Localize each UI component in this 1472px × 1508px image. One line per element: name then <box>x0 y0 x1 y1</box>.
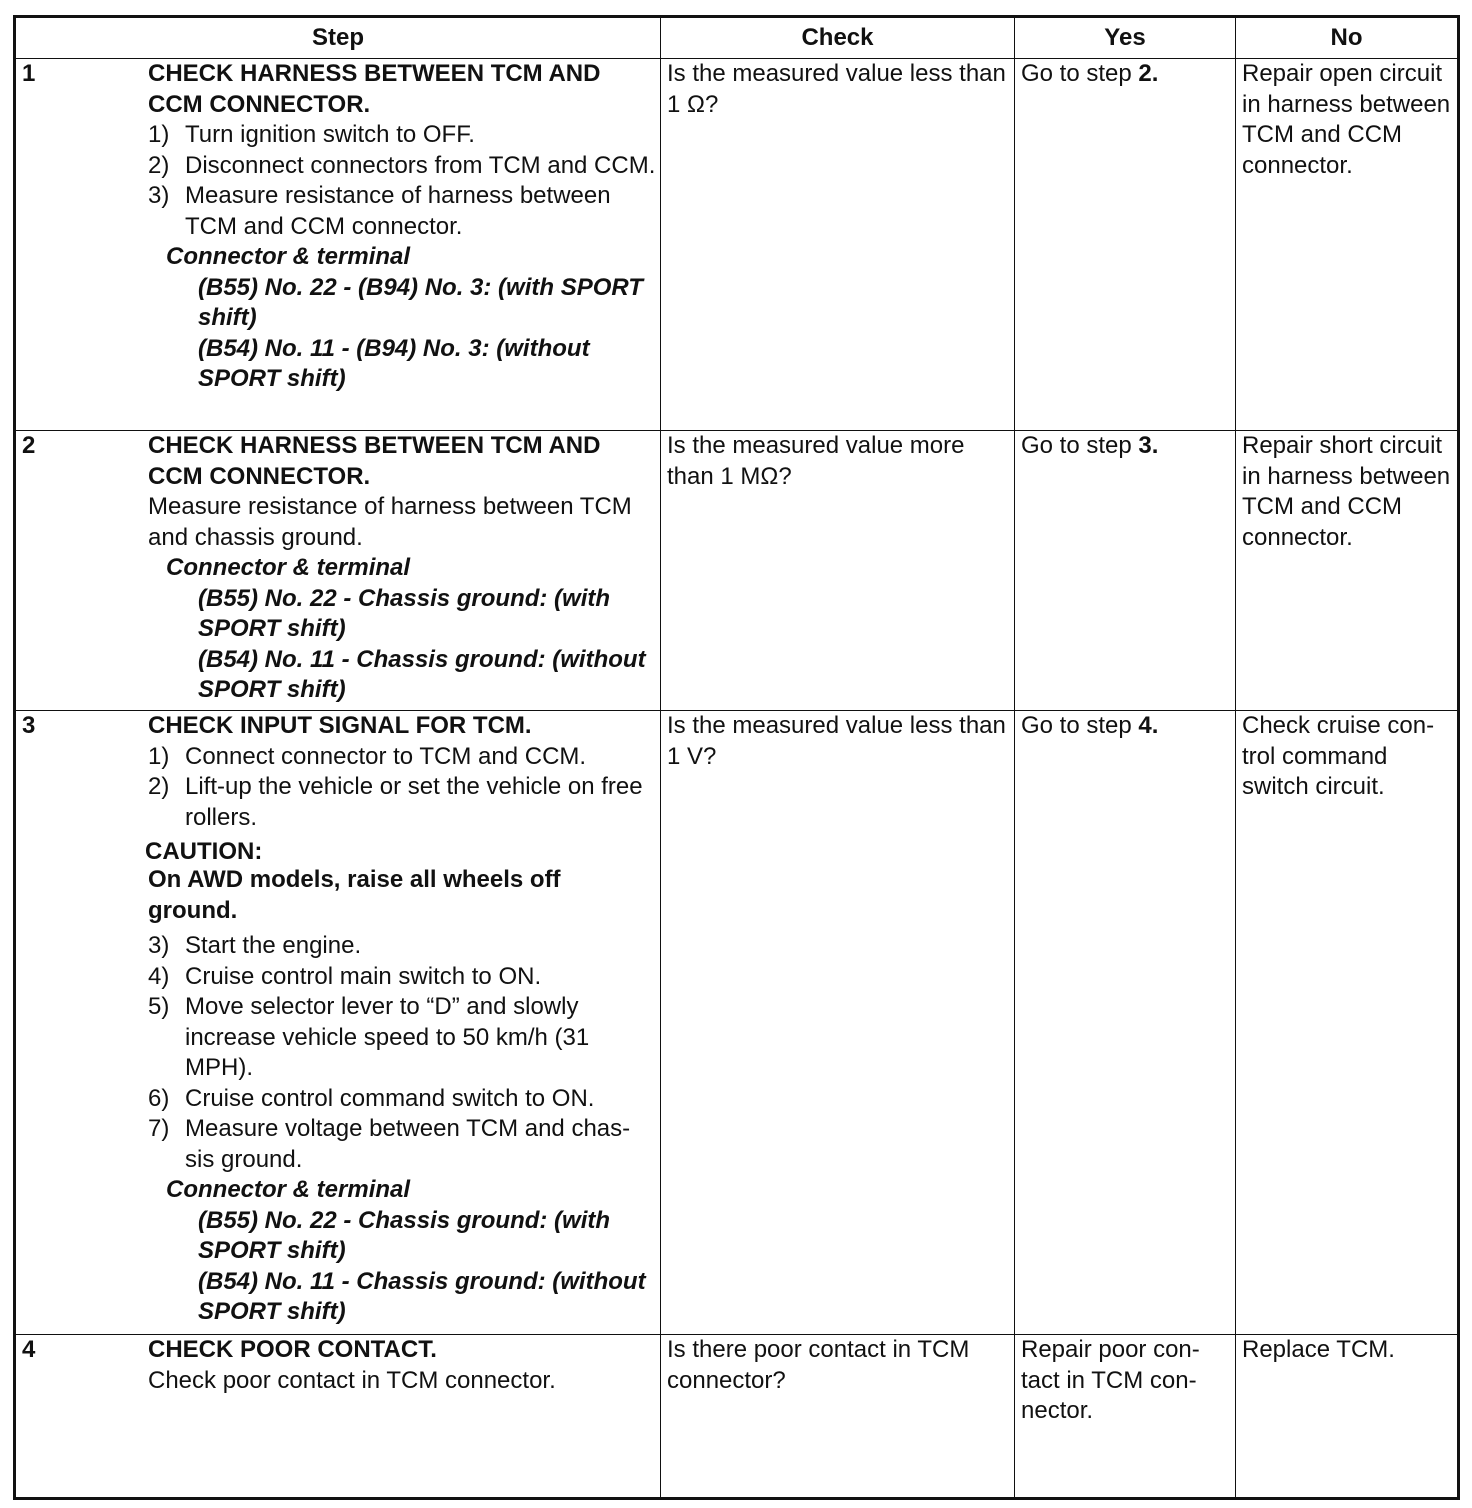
connector-label: Connector & terminal <box>166 243 411 270</box>
step-number: 4 <box>22 1336 36 1363</box>
list-item <box>148 181 656 242</box>
step-title: CHECK HARNESS BETWEEN TCM AND CCM CONNECTOR. <box>148 432 601 490</box>
yes-text: Go to step <box>1021 712 1139 739</box>
caution-title: CAUTION: <box>145 838 263 865</box>
check-cell: Is there poor contact in TCM connector? <box>661 1335 1015 1499</box>
list-index: 1) <box>148 742 170 770</box>
list-item <box>148 962 656 993</box>
no-cell: Replace TCM. <box>1236 1335 1459 1499</box>
list-index: 5) <box>148 993 170 1020</box>
no-cell: Repair open circuit in harness between TCM and CCM connector. <box>1236 59 1459 431</box>
no-cell: Repair short circuit in harness between TCM and CCM connector. <box>1236 431 1459 711</box>
list-item <box>148 1084 656 1115</box>
list-item <box>148 992 656 1084</box>
list-text: Lift-up the vehicle or set the vehicle on free rollers. <box>185 773 643 831</box>
list-index: 1) <box>148 121 170 148</box>
list-text: Start the engine. <box>185 932 362 959</box>
step-ref: 2. <box>1138 60 1159 87</box>
step-text: Measure resistance of harness between TCM and chassis ground. <box>148 493 632 551</box>
terminal-spec: (B54) No. 11 - Chassis ground: (without SPORT shift) <box>198 1267 646 1325</box>
terminal-spec: (B54) No. 11 - Chassis ground: (without SPORT shift) <box>198 645 646 703</box>
yes-cell <box>1015 431 1236 711</box>
step-title: CHECK HARNESS BETWEEN TCM AND CCM CONNECTOR. <box>148 60 601 118</box>
list-item <box>148 1114 656 1175</box>
terminal-spec: (B55) No. 22 - (B94) No. 3: (with SPORT shift) <box>198 273 643 331</box>
step-cell <box>15 59 661 431</box>
list-text: Disconnect connectors from TCM and CCM. <box>185 151 656 179</box>
list-index: 6) <box>148 1084 170 1112</box>
list-text: Turn ignition switch to OFF. <box>185 121 475 148</box>
yes-cell <box>1015 59 1236 431</box>
list-index: 2) <box>148 773 170 800</box>
header-row <box>15 17 1459 59</box>
list-text: Move selector lever to “D” and slowly increase vehicle speed to 50 km/h (31 MPH). <box>185 993 590 1081</box>
list-index: 3) <box>148 182 170 209</box>
step-number: 3 <box>22 712 36 739</box>
step-number: 2 <box>22 432 36 459</box>
table-row <box>15 59 1459 431</box>
header-no: No <box>1236 17 1459 59</box>
list-text: Cruise control command switch to ON. <box>185 1084 595 1112</box>
table-row <box>15 1335 1459 1499</box>
step-title: CHECK POOR CONTACT. <box>148 1336 437 1363</box>
header-step: Step <box>15 17 661 59</box>
header-yes: Yes <box>1015 17 1236 59</box>
connector-label: Connector & terminal <box>166 554 411 581</box>
terminal-spec: (B55) No. 22 - Chassis ground: (with SPORT shift) <box>198 1206 611 1264</box>
terminal-spec: (B54) No. 11 - (B94) No. 3: (without SPORT shift) <box>198 334 590 392</box>
check-cell: Is the measured value less than 1 V? <box>661 711 1015 1335</box>
list-index: 3) <box>148 932 170 959</box>
list-item <box>148 931 656 962</box>
step-number: 1 <box>22 60 36 87</box>
list-text: Measure voltage between TCM and chas-sis ground. <box>185 1115 631 1173</box>
step-ref: 3. <box>1138 432 1159 459</box>
yes-cell: Repair poor con-tact in TCM con-nector. <box>1015 1335 1236 1499</box>
diagnostic-table <box>13 15 1460 1500</box>
list-index: 7) <box>148 1115 170 1142</box>
check-cell: Is the measured value more than 1 MΩ? <box>661 431 1015 711</box>
table-row <box>15 711 1459 1335</box>
list-text: Connect connector to TCM and CCM. <box>185 742 587 770</box>
step-ref: 4. <box>1138 712 1159 739</box>
list-text: Measure resistance of harness between TCM and CCM connector. <box>185 182 611 240</box>
step-cell <box>15 1335 661 1499</box>
list-item <box>148 742 656 773</box>
yes-text: Go to step <box>1021 432 1139 459</box>
header-check: Check <box>661 17 1015 59</box>
yes-cell <box>1015 711 1236 1335</box>
step-title: CHECK INPUT SIGNAL FOR TCM. <box>148 712 532 739</box>
list-index: 4) <box>148 962 170 990</box>
connector-label: Connector & terminal <box>166 1176 411 1203</box>
table-row <box>15 431 1459 711</box>
list-text: Cruise control main switch to ON. <box>185 962 542 990</box>
step-cell <box>15 431 661 711</box>
no-cell: Check cruise con-trol command switch circuit. <box>1236 711 1459 1335</box>
step-text: Check poor contact in TCM connector. <box>148 1366 556 1394</box>
list-item <box>148 151 656 182</box>
list-index: 2) <box>148 151 170 179</box>
yes-text: Go to step <box>1021 60 1139 87</box>
list-item <box>148 772 656 833</box>
check-cell: Is the measured value less than 1 Ω? <box>661 59 1015 431</box>
terminal-spec: (B55) No. 22 - Chassis ground: (with SPORT shift) <box>198 584 611 642</box>
step-cell <box>15 711 661 1335</box>
list-item <box>148 120 656 151</box>
caution-text: On AWD models, raise all wheels off ground. <box>148 866 561 924</box>
